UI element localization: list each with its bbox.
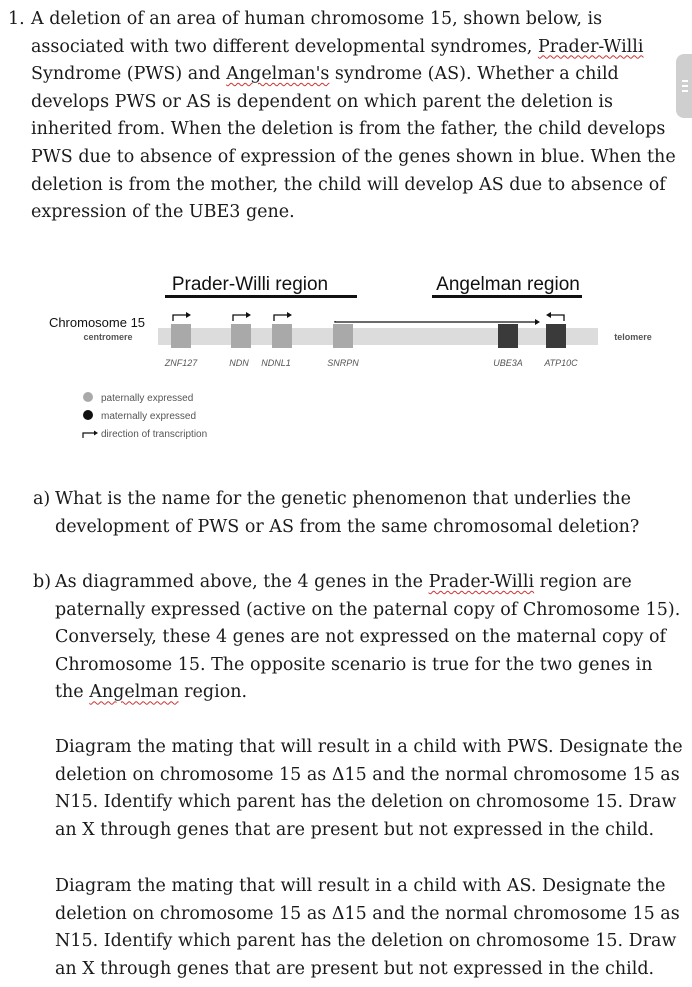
gene-label-snrpn: SNRPN bbox=[327, 358, 359, 368]
centromere-label: centromere bbox=[83, 332, 133, 342]
part-b-text-2: region are paternally expressed (active on the paternal copy of Chromosome 15). Conversely, these 4 genes are not expressed on the maternal copy of Chromosome 15. The opposite scenario is true for the two genes in the bbox=[55, 572, 681, 703]
gene-ube3a-block bbox=[498, 324, 518, 348]
pws-mating-task: Diagram the mating that will result in a child with PWS. Designate the deletion on chromosome 15 as Δ15 and the normal chromosome 15 as N15. Identify which parent has the deletion on chromosome 15. Draw an X through genes that are present but not expressed in the child. bbox=[55, 737, 683, 840]
gene-label-ndn: NDN bbox=[229, 358, 249, 368]
part-b-prader-willi: Prader-Willi bbox=[428, 572, 535, 592]
gene-snrpn-block bbox=[333, 324, 353, 348]
gene-label-atp10c: ATP10C bbox=[544, 358, 578, 368]
gene-znf127-block bbox=[171, 324, 191, 348]
chromosome-15-diagram bbox=[0, 0, 692, 470]
question-number: 1. bbox=[8, 9, 25, 29]
legend-direction: direction of transcription bbox=[101, 429, 208, 440]
intro-text-1: A deletion of an area of human chromosome 15, shown below, is associated with two different developmental syndromes, bbox=[31, 9, 603, 57]
legend-maternal: maternally expressed bbox=[101, 411, 197, 422]
diagram-legend bbox=[83, 392, 207, 440]
chromosome-label: Chromosome 15 bbox=[48, 315, 146, 330]
part-b bbox=[33, 569, 683, 707]
pws-region-label: Prader-Willi region bbox=[171, 274, 329, 295]
part-a-label: a) bbox=[33, 489, 51, 509]
gene-label-ndnl1: NDNL1 bbox=[261, 358, 291, 368]
chromosome-body bbox=[158, 328, 598, 345]
transcription-arrows bbox=[173, 312, 564, 325]
part-b-text bbox=[33, 569, 683, 707]
part-b-label: b) bbox=[33, 572, 52, 592]
gene-ndn-block bbox=[231, 324, 251, 348]
gene-ndnl1-block bbox=[272, 324, 292, 348]
part-b-text-3: region. bbox=[178, 682, 248, 703]
part-b-text-1: As diagrammed above, the 4 genes in the bbox=[55, 572, 429, 592]
as-mating-task: Diagram the mating that will result in a child with AS. Designate the deletion on chromosome 15 as Δ15 and the normal chromosome 15 as N15. Identify which parent has the deletion on chromosome 15. Draw an X through genes that are present but not expressed in the child. bbox=[55, 876, 680, 979]
intro-text-3: syndrome (AS). Whether a child develops PWS or AS is dependent on which parent the deletion is inherited from. When the deletion is from the father, the child develops PWS due to absence of expression of the genes shown in blue. When the deletion is from the mother, the child will develop AS due to absence of expression of the UBE3 gene. bbox=[31, 64, 676, 223]
direction-arrow-icon bbox=[94, 431, 98, 436]
telomere-label: telomere bbox=[614, 332, 652, 342]
part-b-angelman: Angelman bbox=[89, 682, 179, 703]
intro-prader-willi: Prader-Willi bbox=[537, 36, 644, 57]
part-a bbox=[33, 486, 673, 541]
intro-text-2: Syndrome (PWS) and bbox=[31, 64, 227, 85]
part-a-text: What is the name for the genetic phenomenon that underlies the development of PWS or AS from the same chromosomal deletion? bbox=[55, 489, 640, 537]
maternal-legend-dot bbox=[83, 410, 93, 420]
gene-label-znf127: ZNF127 bbox=[164, 358, 198, 368]
pws-region-bar bbox=[165, 295, 357, 298]
intro-angelmans: Angelman's bbox=[226, 64, 330, 85]
scrollbar-handle[interactable] bbox=[676, 54, 692, 118]
gene-label-ube3a: UBE3A bbox=[493, 358, 523, 368]
paternal-legend-dot bbox=[83, 392, 93, 402]
as-region-bar bbox=[432, 295, 582, 298]
legend-paternal: paternally expressed bbox=[101, 393, 194, 404]
gene-atp10c-block bbox=[546, 324, 566, 348]
as-region-label: Angelman region bbox=[436, 274, 580, 295]
